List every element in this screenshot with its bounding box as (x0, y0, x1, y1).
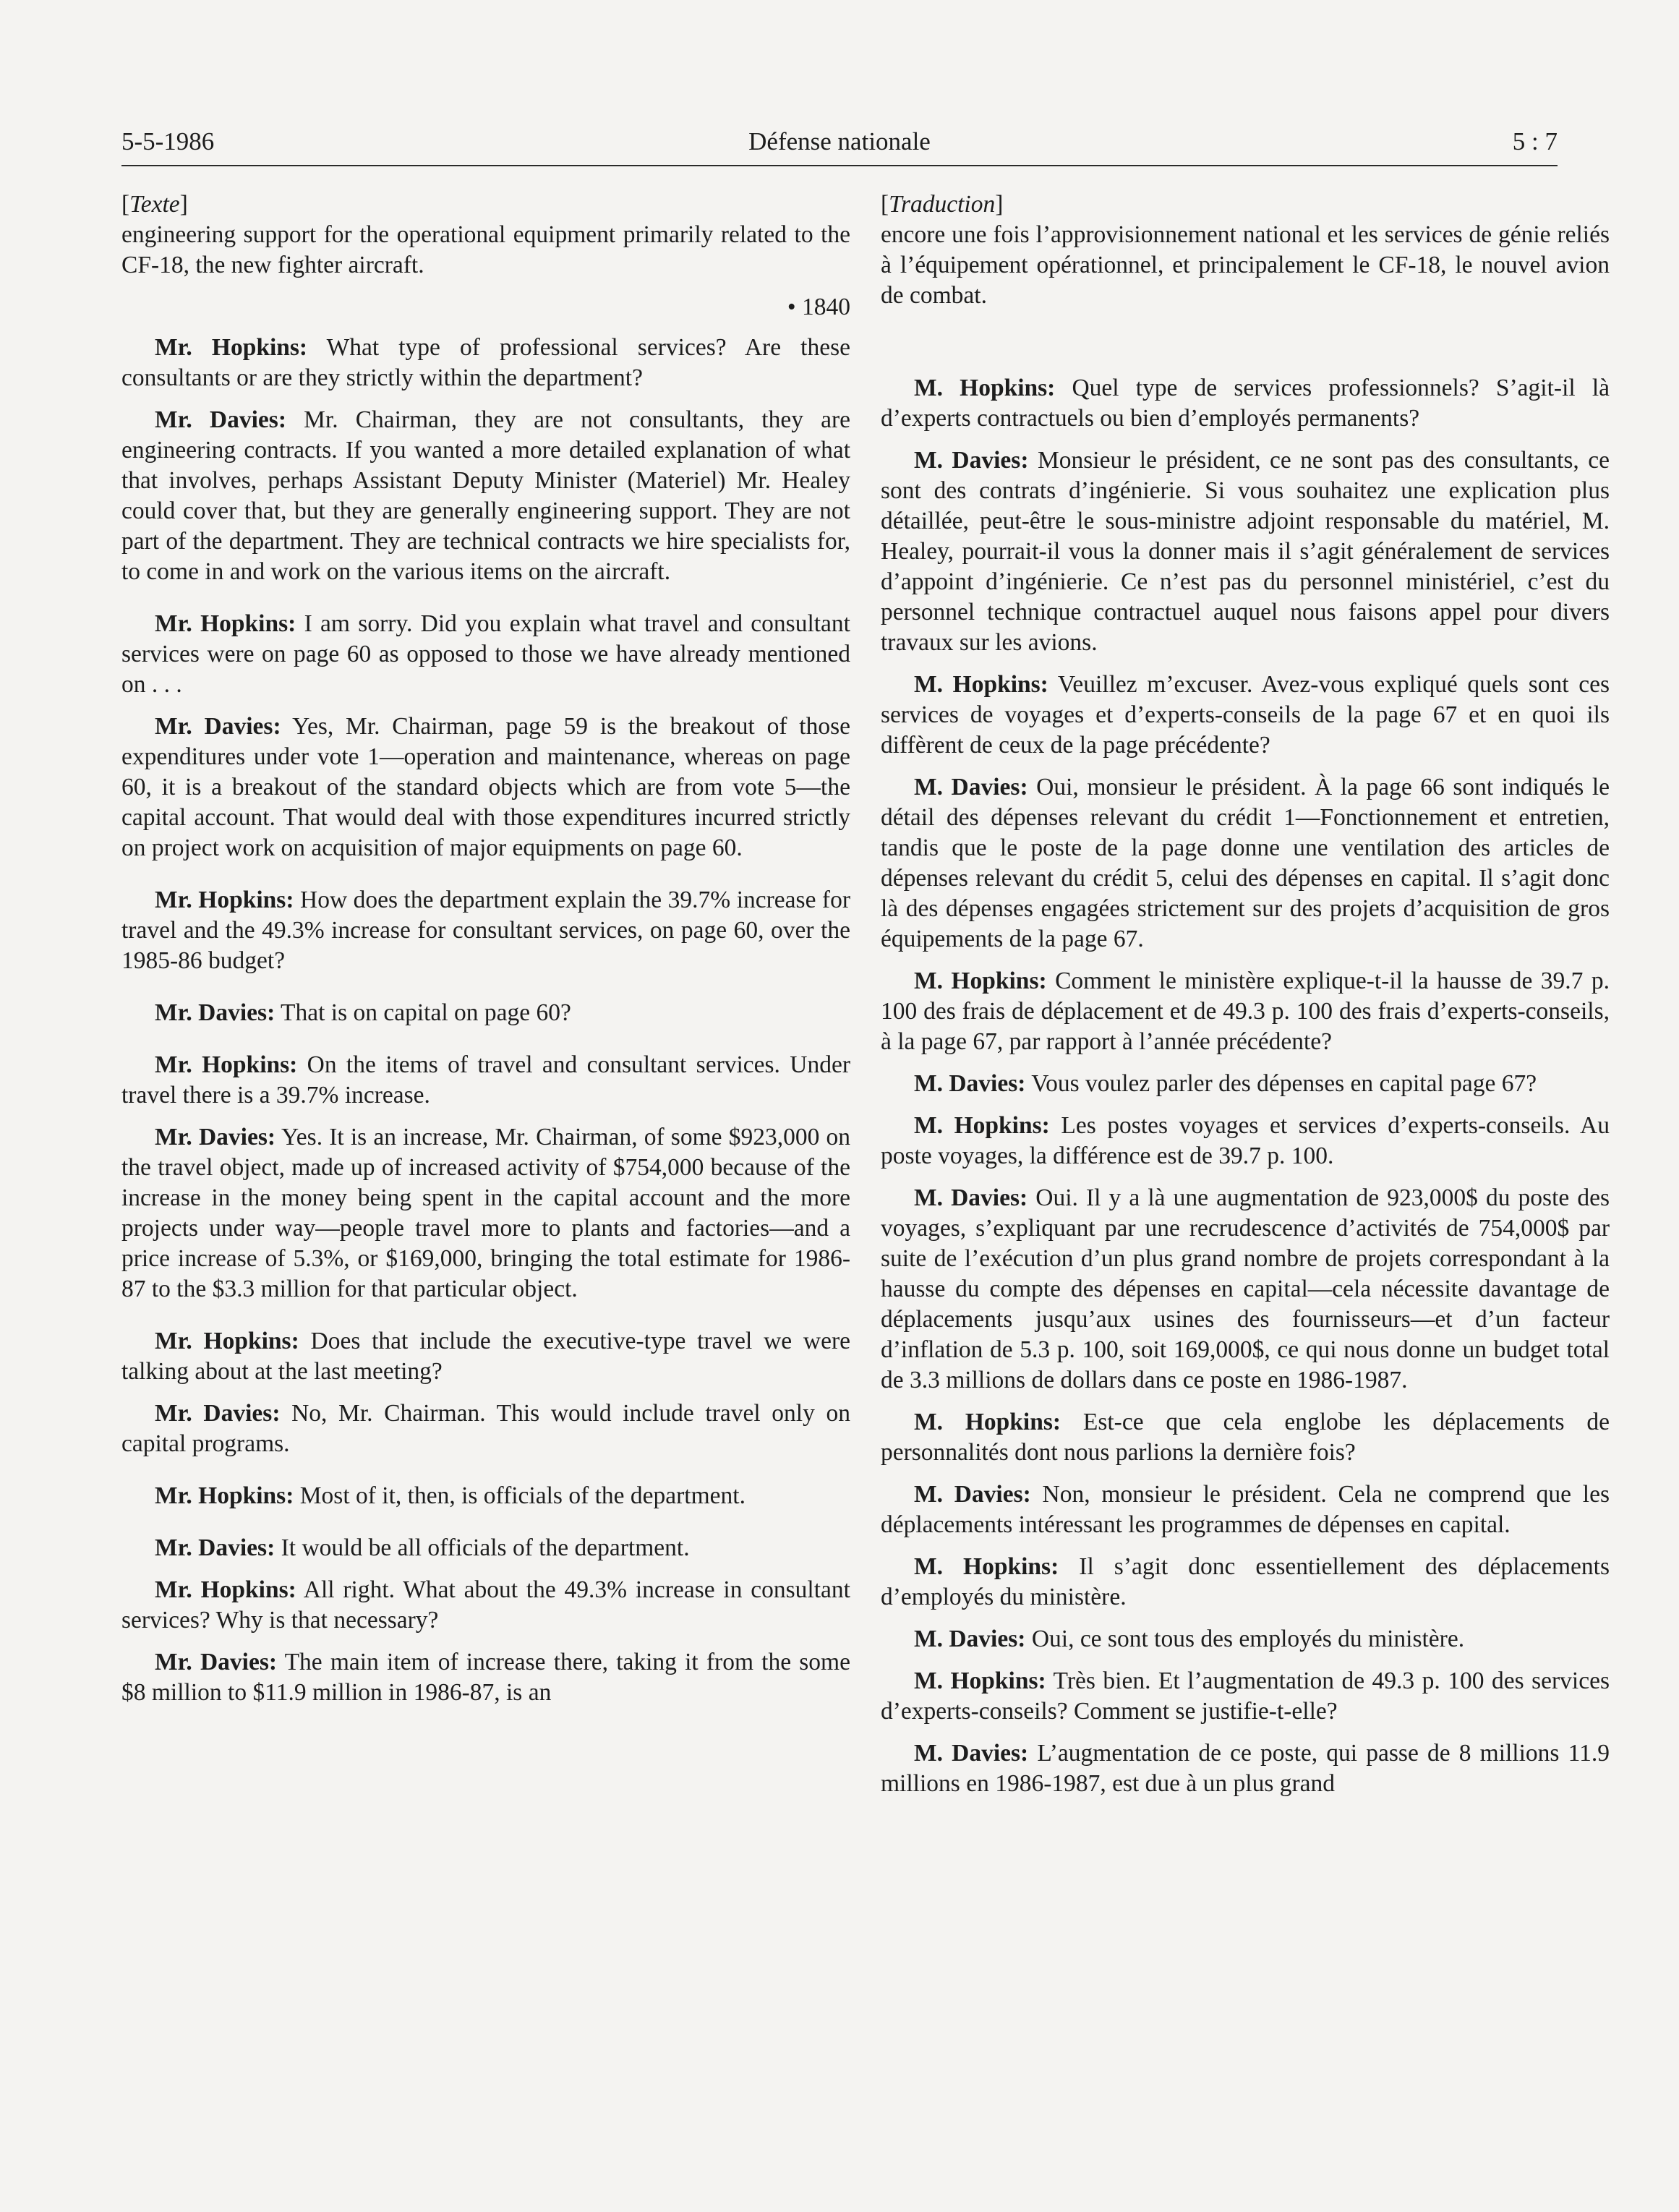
speaker-name: M. Davies: (914, 1481, 1031, 1508)
speaker-name: M. Davies: (914, 774, 1028, 800)
speaker-name: M. Hopkins: (914, 1112, 1050, 1139)
header-rule (121, 165, 1558, 166)
speech-paragraph (881, 1069, 1610, 1099)
speech-text: That is on capital on page 60? (275, 999, 571, 1026)
speaker-name: M. Hopkins: (914, 1409, 1061, 1435)
speech-text: Les postes voyages et services d’experts-conseils. Au poste voyages, la différence est de 39.7 p. 100. (881, 1112, 1610, 1169)
speech-paragraph (121, 712, 850, 863)
speech-text: What type of professional services? Are these consultants or are they strictly within the department? (121, 334, 850, 391)
speech-paragraph (881, 1183, 1610, 1396)
speech-paragraph (881, 670, 1610, 761)
speech-text: On the items of travel and consultant services. Under travel there is a 39.7% increase. (121, 1051, 850, 1109)
speech-text: Quel type de services professionnels? S’agit-il là d’experts contractuels ou bien d’employés permanents? (881, 375, 1610, 432)
speech-paragraph (121, 1398, 850, 1459)
speaker-name: M. Hopkins: (914, 375, 1056, 401)
language-tag: [Traduction] (881, 191, 1004, 218)
speech-paragraph (881, 373, 1610, 434)
speech-paragraph (881, 1738, 1610, 1799)
speech-text: Comment le ministère explique-t-il la hausse de 39.7 p. 100 des frais de déplacement et de 49.3 p. 100 des frais d’experts-conseils, à la page 67, par rapport à l’année précédente? (881, 968, 1610, 1055)
speaker-name: M. Davies: (914, 1626, 1026, 1652)
speech-text: Does that include the executive-type travel we were talking about at the last meeting? (121, 1328, 850, 1385)
speech-paragraph (881, 1552, 1610, 1613)
speaker-name: Mr. Hopkins: (155, 1576, 296, 1603)
speech-paragraph (121, 1050, 850, 1111)
time-mark: • 1840 (787, 294, 850, 320)
speaker-name: Mr. Hopkins: (155, 887, 294, 913)
speech-text: Il s’agit donc essentiellement des déplacements d’employés du ministère. (881, 1553, 1610, 1610)
speech-paragraph (121, 998, 850, 1028)
language-tag-label: Texte (129, 191, 180, 218)
speech-text: It would be all officials of the department. (275, 1534, 690, 1561)
speech-paragraph (881, 445, 1610, 658)
page-header (121, 121, 1558, 162)
speech-paragraph (881, 1666, 1610, 1727)
speech-paragraph (881, 1111, 1610, 1171)
speech-paragraph (121, 1326, 850, 1387)
speech-text: Oui, monsieur le président. À la page 66 sont indiqués le détail des dépenses relevant du crédit 1—Fonctionnement et entretien, tandis que le poste de la page donne une ventilation des articles de dépenses relevant du crédit 5, celui des dépenses en capital. Il s’agit donc là des dépenses engagées strictement sur des projets d’acquisition de gros équipements de la page 67. (881, 774, 1610, 952)
speech-paragraph (121, 885, 850, 976)
speaker-name: M. Davies: (914, 447, 1029, 474)
header-title: Défense nationale (748, 127, 931, 155)
speech-text: No, Mr. Chairman. This would include travel only on capital programs. (121, 1400, 850, 1457)
speech-paragraph (121, 1481, 850, 1511)
speech-paragraph (881, 1407, 1610, 1468)
speaker-name: Mr. Davies: (155, 713, 281, 740)
english-column (121, 189, 850, 1720)
speech-text: Most of it, then, is officials of the department. (294, 1482, 745, 1509)
speech-text: Yes. It is an increase, Mr. Chairman, of some $923,000 on the travel object, made up of increased activity of $754,000 because of the increase in the money being spent in the capital account and the more projects under way—people travel more to plants and factories—and a price increase of 5.3%, or $169,000, bringing the total estimate for 1986-87 to the $3.3 million for that particular object. (121, 1124, 850, 1302)
speech-text: Est-ce que cela englobe les déplacements de personnalités dont nous parlions la dernière fois? (881, 1409, 1610, 1466)
continuation-paragraph: engineering support for the operational equipment primarily related to the CF-18, the new fighter aircraft. (121, 221, 850, 278)
speech-paragraph (121, 1575, 850, 1636)
speech-paragraph (121, 333, 850, 393)
speaker-name: Mr. Davies: (155, 1534, 275, 1561)
speech-paragraph (121, 1647, 850, 1708)
speaker-name: M. Davies: (914, 1184, 1028, 1211)
speaker-name: Mr. Davies: (155, 999, 275, 1026)
speech-paragraph (881, 772, 1610, 955)
speaker-name: M. Hopkins: (914, 968, 1047, 994)
speech-text: Oui, ce sont tous des employés du ministère. (1025, 1626, 1465, 1652)
french-column (881, 189, 1610, 1811)
speech-text: Yes, Mr. Chairman, page 59 is the breakout of those expenditures under vote 1—operation and maintenance, whereas on page 60, it is a breakout of the standard objects which are from vote 5—the capital account. That would deal with those expenditures incurred strictly on project work on acquisition of major equipments on page 60. (121, 713, 850, 861)
speaker-name: Mr. Davies: (155, 1649, 278, 1675)
speaker-name: M. Hopkins: (914, 1667, 1046, 1694)
continuation-paragraph: encore une fois l’approvisionnement national et les services de génie reliés à l’équipement opérationnel, et principalement le CF-18, le nouvel avion de combat. (881, 221, 1610, 309)
speech-text: Mr. Chairman, they are not consultants, they are engineering contracts. If you wanted a more detailed explanation of what that involves, perhaps Assistant Deputy Minister (Materiel) Mr. Healey could cover that, but they are generally engineering support. They are not part of the department. They are technical contracts we hire specialists for, to come in and work on the various items on the aircraft. (121, 406, 850, 585)
speech-text: Très bien. Et l’augmentation de 49.3 p. 100 des services d’experts-conseils? Comment se justifie-t-elle? (881, 1667, 1610, 1725)
speech-paragraph (881, 1624, 1610, 1654)
speaker-name: Mr. Hopkins: (155, 1051, 298, 1078)
speaker-name: Mr. Davies: (155, 1400, 281, 1427)
speech-paragraph (881, 1479, 1610, 1540)
speaker-name: Mr. Hopkins: (155, 610, 296, 637)
speech-paragraph (121, 1533, 850, 1563)
speech-paragraph (121, 1122, 850, 1304)
speaker-name: Mr. Hopkins: (155, 1482, 294, 1509)
speech-text: Veuillez m’excuser. Avez-vous expliqué quels sont ces services de voyages et d’experts-conseils de la page 67 et en quoi ils diffèrent de ceux de la page précédente? (881, 671, 1610, 759)
speaker-name: M. Davies: (914, 1070, 1026, 1097)
header-page-number: 5 : 7 (1512, 127, 1558, 155)
speech-text: Monsieur le président, ce ne sont pas des consultants, ce sont des contrats d’ingénierie. Si vous souhaitez une explication plus détaillée, peut-être le sous-ministre adjoint responsable du matériel, M. Healey, pourrait-il vous la donner mais il s’agit généralement de services d’appoint d’ingénierie. Ce n’est pas du personnel ministériel, c’est du personnel technique contractuel auquel nous faisons appel pour divers travaux sur les avions. (881, 447, 1610, 656)
language-tag: [Texte] (121, 191, 188, 218)
speaker-name: Mr. Hopkins: (155, 1328, 299, 1354)
header-date: 5-5-1986 (121, 127, 215, 155)
speaker-name: Mr. Davies: (155, 406, 286, 433)
speech-text: Vous voulez parler des dépenses en capital page 67? (1025, 1070, 1537, 1097)
speech-text: L’augmentation de ce poste, qui passe de 8 millions 11.9 millions en 1986-1987, est due à un plus grand (881, 1740, 1610, 1797)
speech-text: Oui. Il y a là une augmentation de 923,000$ du poste des voyages, s’expliquant par une recrudescence d’activités de 754,000$ par suite de l’exécution d’un plus grand nombre de projets correspondant à la hausse du compte des dépenses en capital—cela nécessite davantage de déplacements jusqu’aux usines des fournisseurs—et d’un facteur d’inflation de 5.3 p. 100, soit 169,000$, ce qui nous donne un budget total de 3.3 millions de dollars dans ce poste en 1986-1987. (881, 1184, 1610, 1393)
speech-text: How does the department explain the 39.7% increase for travel and the 49.3% increase for consultant services, on page 60, over the 1985-86 budget? (121, 887, 850, 974)
speech-text: The main item of increase there, taking it from the some $8 million to $11.9 million in 1986-87, is an (121, 1649, 850, 1706)
speaker-name: M. Hopkins: (914, 1553, 1059, 1580)
speech-text: All right. What about the 49.3% increase in consultant services? Why is that necessary? (121, 1576, 850, 1634)
speech-paragraph (121, 405, 850, 587)
speech-paragraph (881, 966, 1610, 1057)
speaker-name: M. Davies: (914, 1740, 1029, 1767)
speaker-name: Mr. Davies: (155, 1124, 276, 1150)
speech-text: I am sorry. Did you explain what travel and consultant services were on page 60 as opposed to those we have already mentioned on . . . (121, 610, 850, 698)
speech-text: Non, monsieur le président. Cela ne comprend que les déplacements intéressant les programmes de dépenses en capital. (881, 1481, 1610, 1538)
language-tag-label: Traduction (889, 191, 996, 218)
speaker-name: M. Hopkins: (914, 671, 1048, 698)
speech-paragraph (121, 609, 850, 700)
speaker-name: Mr. Hopkins: (155, 334, 308, 361)
